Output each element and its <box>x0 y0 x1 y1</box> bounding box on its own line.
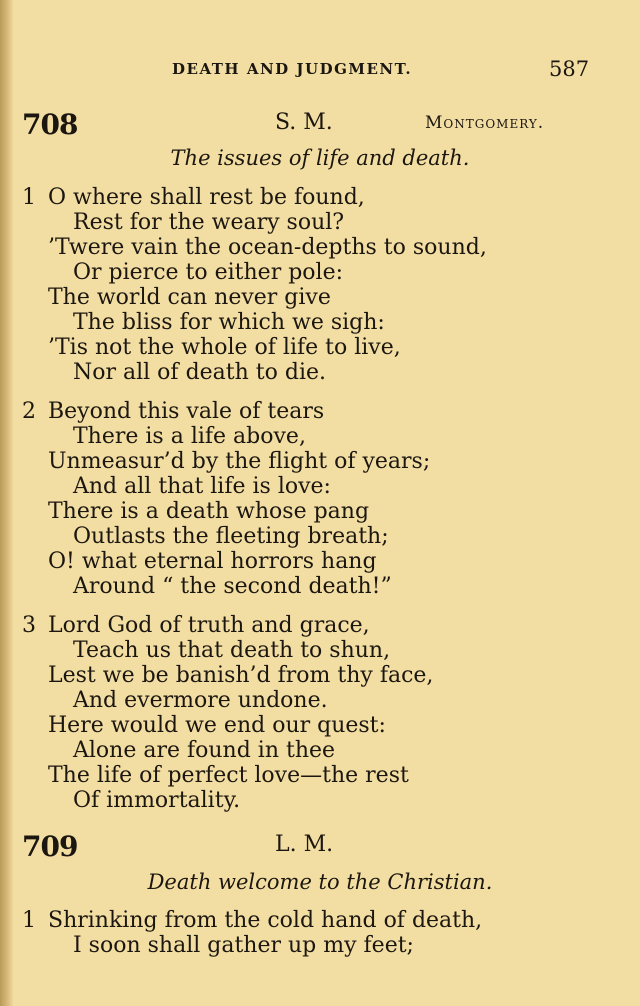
stanza-number: 3 <box>22 613 36 638</box>
verse-line: Around “ the second death!” <box>73 574 392 599</box>
running-head: DEATH AND JUDGMENT. <box>172 60 413 78</box>
verse-line: Lord God of truth and grace, <box>48 613 370 638</box>
verse-line: Shrinking from the cold hand of death, <box>48 908 483 933</box>
verse-line: Unmeasur’d by the flight of years; <box>48 449 431 474</box>
hymn-header <box>0 108 640 142</box>
verse-line: There is a life above, <box>73 424 306 449</box>
hymn-number: 708 <box>22 108 78 141</box>
page-number: 587 <box>549 57 590 81</box>
verse-line: The life of perfect love—the rest <box>48 763 409 788</box>
verse-line: O where shall rest be found, <box>48 185 365 210</box>
stanza-number: 1 <box>22 908 36 933</box>
hymn-meter: L. M. <box>275 832 334 857</box>
hymn-author: Montgomery. <box>425 113 545 133</box>
hymn-subtitle: Death welcome to the Christian. <box>147 870 493 894</box>
hymn-number: 709 <box>22 830 78 863</box>
verse-line: There is a death whose pang <box>48 499 370 524</box>
verse-line: The world can never give <box>48 285 331 310</box>
hymn-subtitle: The issues of life and death. <box>170 146 470 170</box>
verse-line: And all that life is love: <box>73 474 331 499</box>
verse-line: Rest for the weary soul? <box>73 210 345 235</box>
verse-line: O! what eternal horrors hang <box>48 549 377 574</box>
verse-line: Or pierce to either pole: <box>73 260 344 285</box>
hymn-meter: S. M. <box>275 110 333 135</box>
verse-line: ’Tis not the whole of life to live, <box>48 335 401 360</box>
stanza-number: 2 <box>22 399 36 424</box>
verse-line: Outlasts the fleeting breath; <box>73 524 389 549</box>
stanza-number: 1 <box>22 185 36 210</box>
verse-line: Here would we end our quest: <box>48 713 386 738</box>
verse-line: Alone are found in thee <box>73 738 336 763</box>
verse-line: The bliss for which we sigh: <box>73 310 385 335</box>
hymn-header <box>0 830 640 864</box>
verse-line: Beyond this vale of tears <box>48 399 325 424</box>
verse-line: I soon shall gather up my feet; <box>73 933 414 958</box>
verse-line: ’Twere vain the ocean-depths to sound, <box>48 235 487 260</box>
verse-line: Teach us that death to shun, <box>73 638 391 663</box>
verse-line: Nor all of death to die. <box>73 360 326 385</box>
verse-line: Lest we be banish’d from thy face, <box>48 663 434 688</box>
verse-line: And evermore undone. <box>73 688 328 713</box>
verse-line: Of immortality. <box>73 788 241 813</box>
